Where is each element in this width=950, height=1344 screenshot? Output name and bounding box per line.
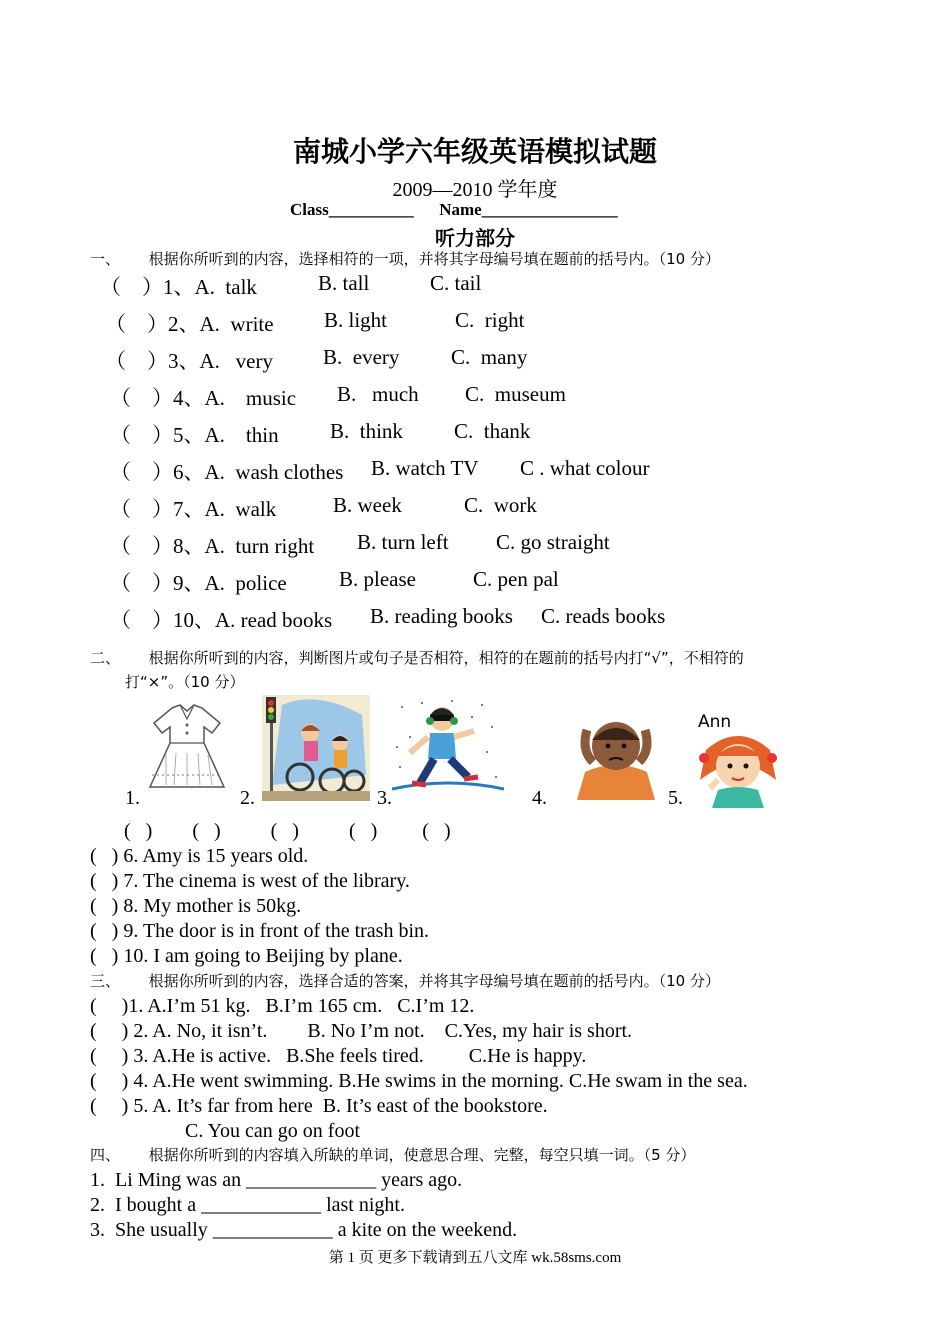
school-year: 2009—2010 学年度	[392, 179, 558, 201]
section2-heading-cont: 打“×”。（10 分）	[125, 673, 245, 691]
option-c: C. go straight	[496, 530, 610, 554]
option-b: B. every	[323, 345, 400, 369]
question-number: 8、A.	[173, 534, 225, 558]
option-b: B. week	[333, 493, 402, 517]
judge-sentence: ( ) 9. The door is in front of the trash bin.	[90, 920, 430, 942]
question-number: 9、A.	[173, 571, 225, 595]
option-c: C. tail	[430, 271, 482, 295]
option-a: music	[235, 386, 297, 410]
question-row	[110, 530, 314, 560]
answer-bracket[interactable]: （ ）	[105, 349, 168, 373]
choice-question: ( ) 4. A.He went swimming. B.He swims in the morning. C.He swam in the sea.	[90, 1070, 748, 1092]
answer-bracket[interactable]: （ ）	[100, 275, 163, 299]
option-a: walk	[235, 497, 277, 521]
dress-illustration	[142, 703, 232, 793]
option-b: B. think	[330, 419, 403, 443]
judge-sentence: ( ) 10. I am going to Beijing by plane.	[90, 945, 403, 967]
question-number: 5、A.	[173, 423, 225, 447]
option-c: C. thank	[454, 419, 531, 443]
answer-bracket[interactable]: （ ）	[110, 571, 173, 595]
option-c: C. reads books	[541, 604, 666, 628]
answer-bracket[interactable]: （ ）	[110, 608, 173, 632]
question-number: 4、A.	[173, 386, 225, 410]
choice-question: ( ) 2. A. No, it isn’t. B. No I’m not. C.Yes, my hair is short.	[90, 1020, 633, 1042]
picture-answer-brackets[interactable]: ( ) ( ) ( ) ( ) ( )	[124, 820, 451, 842]
option-b: B. watch TV	[371, 456, 479, 480]
picture-number: 5.	[668, 787, 683, 809]
question-number: 6、A.	[173, 460, 225, 484]
fill-blank-question: 3. She usually ____________ a kite on the weekend.	[90, 1219, 518, 1241]
answer-bracket[interactable]: （ ）	[110, 386, 173, 410]
option-a: police	[235, 571, 287, 595]
judge-sentence: ( ) 7. The cinema is west of the library.	[90, 870, 410, 892]
option-b: B. light	[324, 308, 388, 332]
question-number: 7、A.	[173, 497, 225, 521]
question-row	[110, 382, 296, 412]
option-b: B. tall	[318, 271, 370, 295]
picture-number: 2.	[240, 787, 255, 809]
judge-sentence: ( ) 8. My mother is 50kg.	[90, 895, 302, 917]
ann-label: Ann	[698, 712, 732, 732]
option-a: turn right	[235, 534, 315, 558]
option-c: C. work	[464, 493, 537, 517]
section4-heading: 四、 根据你所听到的内容填入所缺的单词，使意思合理、完整，每空只填一词。（5 分）	[90, 1146, 696, 1164]
answer-bracket[interactable]: （ ）	[110, 497, 173, 521]
option-c: C. right	[455, 308, 525, 332]
question-row	[110, 419, 279, 449]
section3-heading: 三、 根据你所听到的内容，选择合适的答案，并将其字母编号填在题前的括号内。（10 分）	[90, 972, 720, 990]
question-row	[105, 345, 273, 375]
answer-bracket[interactable]: （ ）	[110, 460, 173, 484]
question-row	[110, 456, 343, 486]
choice-question-cont: C. You can go on foot	[90, 1120, 361, 1142]
choice-question: ( )1. A.I’m 51 kg. B.I’m 165 cm. C.I’m 12.	[90, 995, 475, 1017]
option-c: C. pen pal	[473, 567, 559, 591]
answer-bracket[interactable]: （ ）	[105, 312, 168, 336]
section2-heading: 二、 根据你所听到的内容，判断图片或句子是否相符，相符的在题前的括号内打“√”，不相符的	[90, 649, 744, 667]
option-c: C . what colour	[520, 456, 650, 480]
option-a: read books	[240, 608, 333, 632]
question-number: 10、A.	[173, 608, 236, 632]
fill-blank-question: 2. I bought a ____________ last night.	[90, 1194, 405, 1216]
picture-number: 1.	[125, 787, 140, 809]
question-number: 1、A.	[163, 275, 215, 299]
option-a: very	[230, 349, 273, 373]
question-number: 3、A.	[168, 349, 220, 373]
question-row	[105, 308, 274, 338]
option-a: write	[230, 312, 274, 336]
question-row	[110, 567, 287, 597]
picture-number: 4.	[532, 787, 547, 809]
option-b: B. turn left	[357, 530, 449, 554]
question-row	[100, 271, 257, 301]
class-name-line: Class__________ Name________________	[290, 200, 618, 219]
running-boy-illustration	[392, 697, 504, 801]
option-b: B. please	[339, 567, 416, 591]
page-footer: 第 1 页 更多下载请到五八文库 wk.58sms.com	[328, 1250, 622, 1266]
option-b: B. reading books	[370, 604, 513, 628]
option-a: wash clothes	[235, 460, 344, 484]
answer-bracket[interactable]: （ ）	[110, 423, 173, 447]
girl-ann-illustration	[688, 730, 788, 808]
page-title: 南城小学六年级英语模拟试题	[292, 135, 657, 168]
choice-question: ( ) 5. A. It’s far from here B. It’s east of the bookstore.	[90, 1095, 548, 1117]
fill-blank-question: 1. Li Ming was an _____________ years ago.	[90, 1169, 463, 1191]
option-a: thin	[235, 423, 279, 447]
question-row	[110, 493, 276, 523]
question-number: 2、A.	[168, 312, 220, 336]
part-title: 听力部分	[435, 226, 515, 250]
question-row	[110, 604, 332, 634]
picture-number: 3.	[377, 787, 392, 809]
worried-boy-illustration	[567, 710, 665, 800]
option-c: C. museum	[465, 382, 566, 406]
option-b: B. much	[337, 382, 419, 406]
section1-heading: 一、 根据你所听到的内容，选择相符的一项，并将其字母编号填在题前的括号内。（10 分）	[90, 250, 720, 268]
kids-cycling-illustration	[262, 695, 370, 801]
option-a: talk	[225, 275, 257, 299]
judge-sentence: ( ) 6. Amy is 15 years old.	[90, 845, 309, 867]
choice-question: ( ) 3. A.He is active. B.She feels tired. C.He is happy.	[90, 1045, 587, 1067]
option-c: C. many	[451, 345, 528, 369]
answer-bracket[interactable]: （ ）	[110, 534, 173, 558]
